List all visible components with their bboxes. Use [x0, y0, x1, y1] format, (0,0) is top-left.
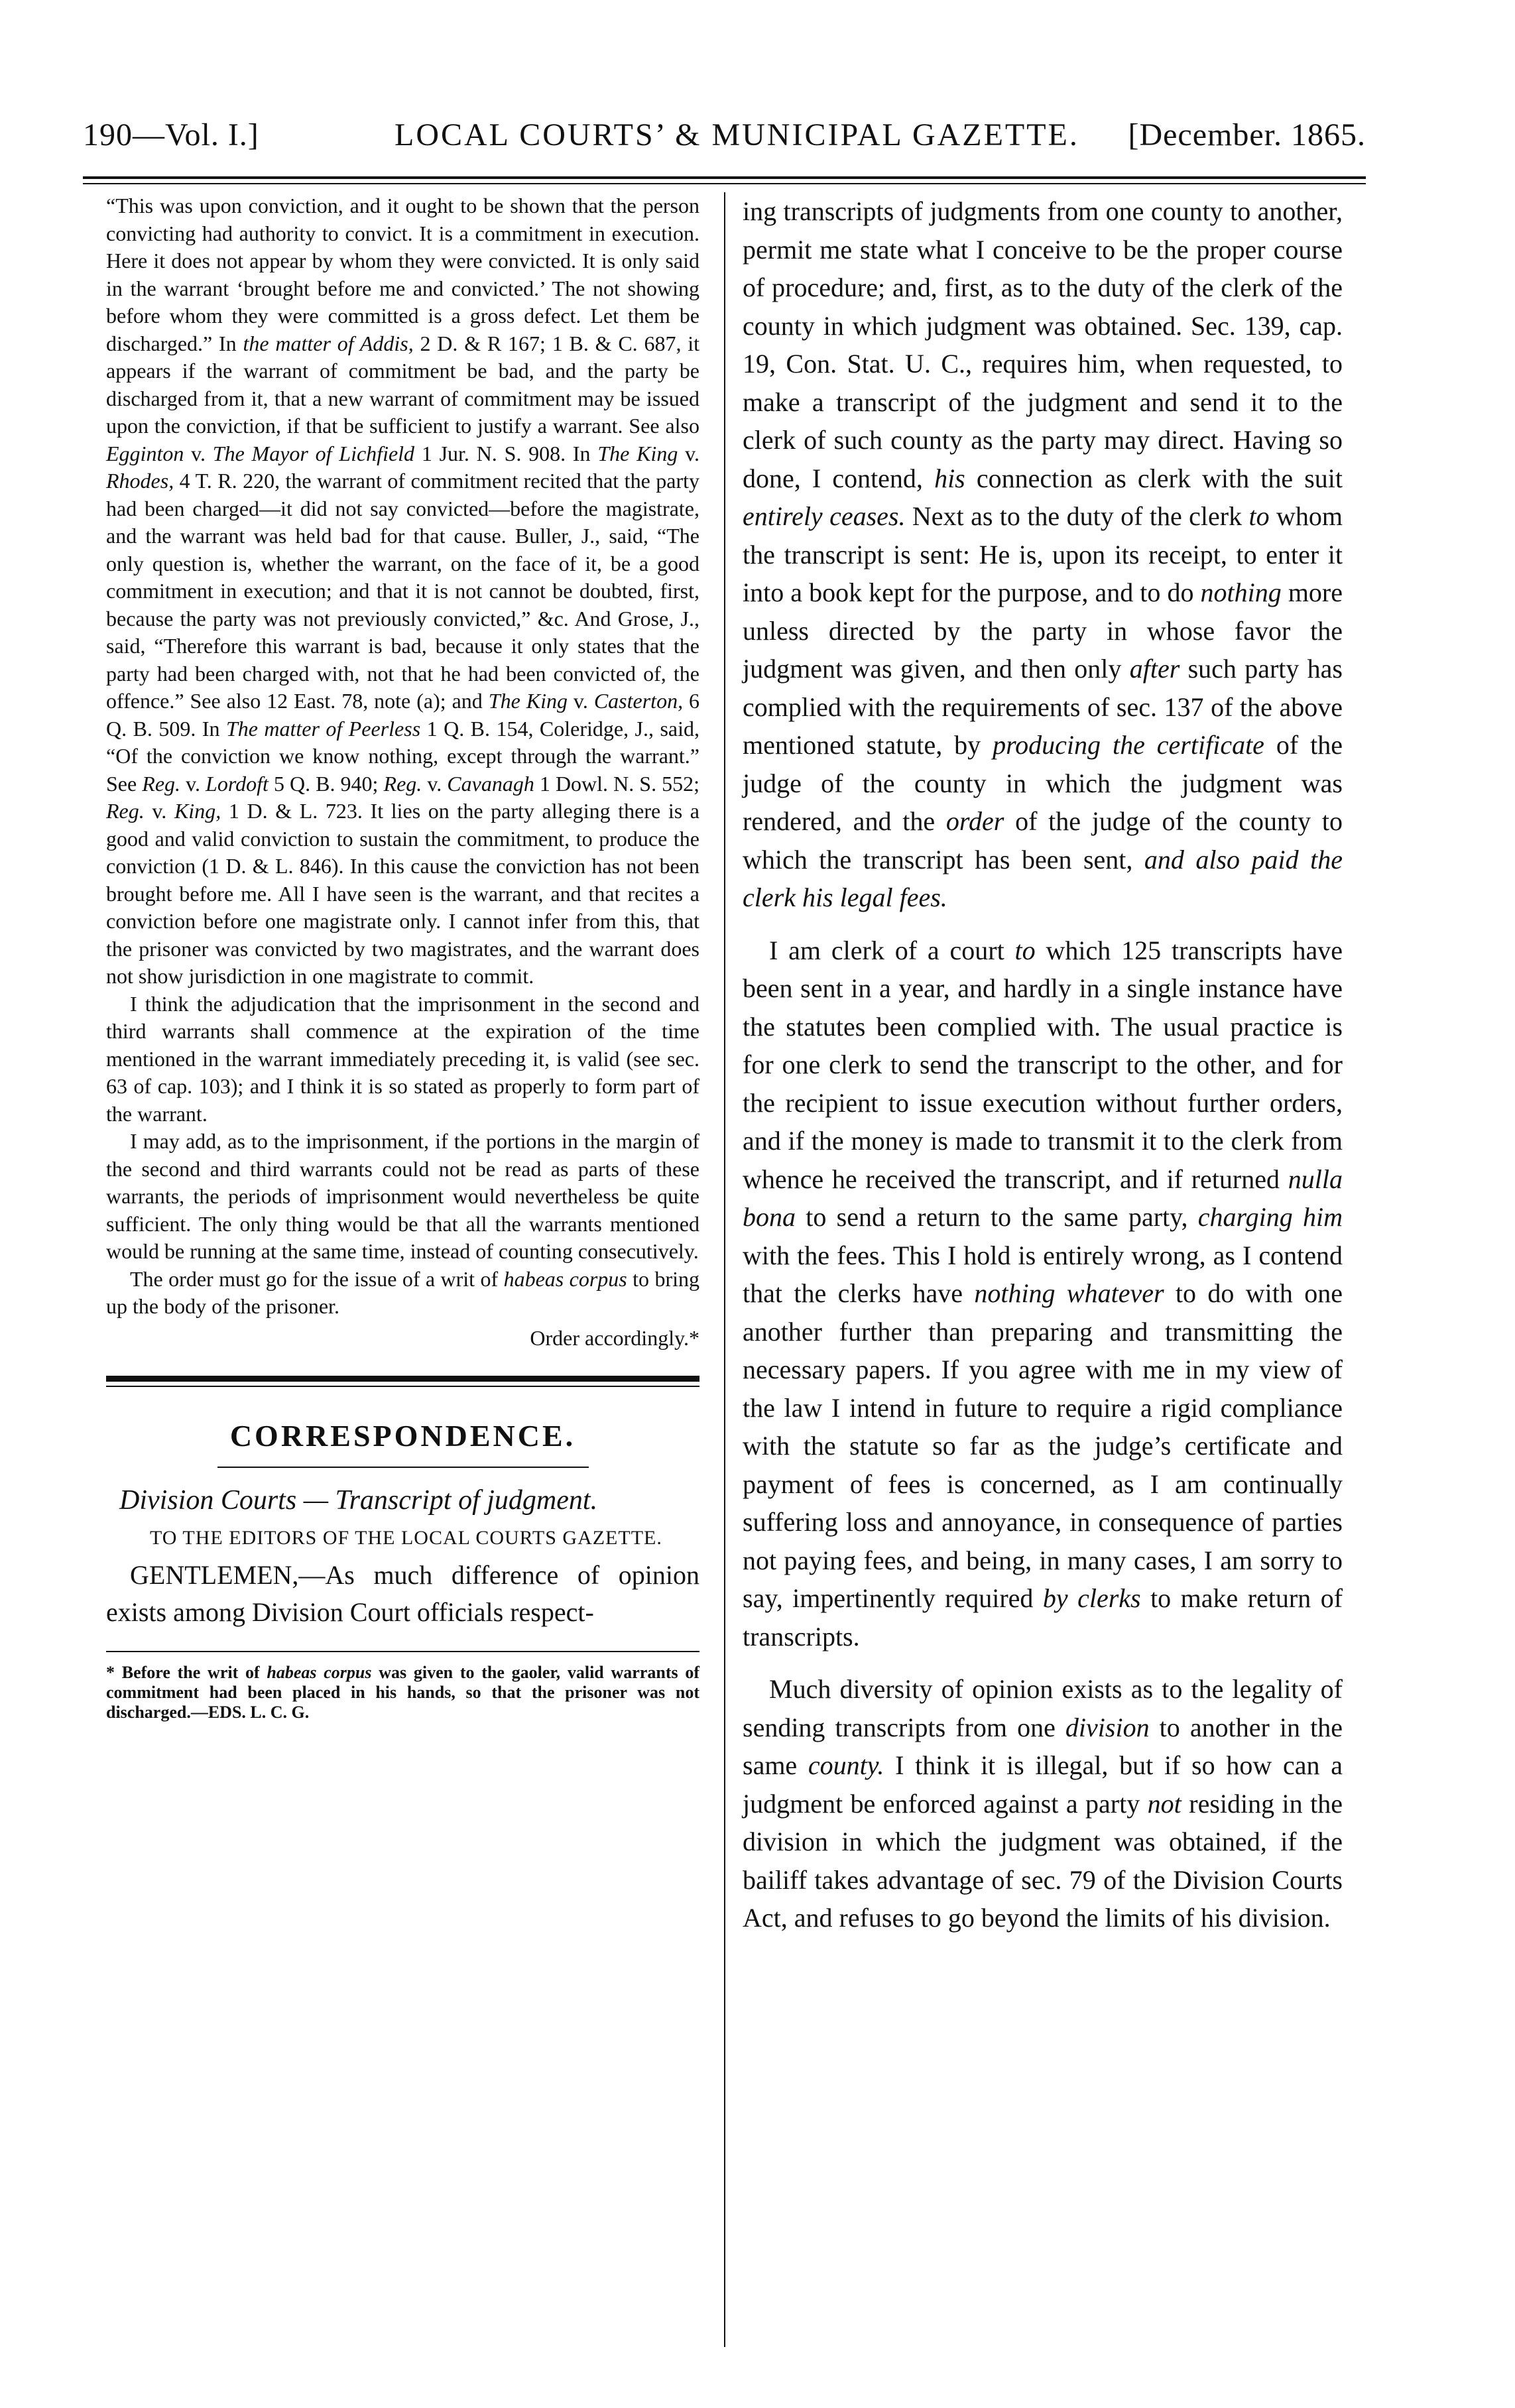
- letter-addressee: TO THE EDITORS OF THE LOCAL COURTS GAZETTE.: [150, 1527, 662, 1549]
- section-separator: [106, 1376, 699, 1387]
- letter-opening: GENTLEMEN,—As much difference of opinion exists among Division Court officials respect-: [106, 1560, 699, 1627]
- right-column: [743, 192, 1343, 1937]
- page-number: 190—Vol. I.]: [83, 117, 259, 152]
- judgment-paragraph-3: I may add, as to the imprisonment, if the portions in the margin of the second and third warrants could not be read as parts of these warrants, the periods of imprisonment would nevertheless be quite sufficient. The only thing would be that all the warrants mentioned would be running at the same time, instead of counting consecutively.: [106, 1129, 699, 1263]
- judgment-paragraph-1: “This was upon conviction, and it ought to be shown that the person convicting had authority to convict. It is a commitment in execution. Here it does not appear by whom they were convicted. It is only said in the warrant ‘brought before me and convicted.’ The not showing before whom they were committed is a gross defect. Let them be discharged.” In the matter of Addis, 2 D. & R 167; 1 B. & C. 687, it appears if the warrant of commitment be bad, and the party be discharged from it, that a new warrant of commitment may be issued upon the conviction, if that be sufficient to justify a warrant. See also Egginton v. The Mayor of Lichfield 1 Jur. N. S. 908. In The King v. Rhodes, 4 T. R. 220, the warrant of commitment recited that the party had been charged—it did not say convicted—before the magistrate, and the warrant was held bad for that cause. Buller, J., said, “The only question is, whether the warrant, on the face of it, be a good commitment in execution; and that it is not cannot be doubted, first, because the party was not previously convicted,” &c. And Grose, J., said, “Therefore this warrant is bad, because it only states that the party had been charged with, not that he had been convicted of, the offence.” See also 12 East. 78, note (a); and The King v. Casterton, 6 Q. B. 509. In The matter of Peerless 1 Q. B. 154, Coleridge, J., said, “Of the conviction we know nothing, except through the warrant.” See Reg. v. Lordoft 5 Q. B. 940; Reg. v. Cavanagh 1 Dowl. N. S. 552; Reg. v. King, 1 D. & L. 723. It lies on the party alleging there is a good and valid conviction to sustain the commitment, to produce the conviction (1 D. & L. 846). In this cause the conviction has not been brought before me. All I have seen is the warrant, and that recites a conviction before one magistrate only. I cannot infer from this, that the prisoner was convicted by two magistrates, and the warrant does not show jurisdiction in one magistrate to commit.: [106, 194, 700, 988]
- letter-paragraph-3: Much diversity of opinion exists as to the legality of sending transcripts from one division to another in the same county. I think it is illegal, but if so how can a judgment be enforced against a party not residing in the division in which the judgment was obtained, if the bailiff takes advantage of sec. 79 of the Division Courts Act, and refuses to go beyond the limits of his division.: [743, 1674, 1343, 1933]
- header-rule-thick: [83, 176, 1366, 179]
- letter-paragraph-2: I am clerk of a court to which 125 transcripts have been sent in a year, and hardly in a single instance have the statutes been complied with. The usual practice is for one clerk to send the transcript to the other, and for the recipient to issue execution without further orders, and if the money is made to transmit it to the clerk from whence he received the transcript, and if returned nulla bona to send a return to the same party, charging him with the fees. This I hold is entirely wrong, as I contend that the clerks have nothing whatever to do with one another further than preparing and transmitting the necessary papers. If you agree with me in my view of the law I intend in future to require a rigid compliance with the statute so far as the judge’s certificate and payment of fees is concerned, as I am continually suffering loss and annoyance, in consequence of parties not paying fees, and being, in many cases, I am sorry to say, impertinently required by clerks to make return of transcripts.: [743, 935, 1343, 1652]
- column-divider: [724, 192, 725, 2347]
- section-title: CORRESPONDENCE.: [229, 1419, 576, 1453]
- judgment-paragraph-4: The order must go for the issue of a writ of habeas corpus to bring up the body of the prisoner.: [106, 1266, 700, 1318]
- letter-paragraph-1: ing transcripts of judgments from one county to another, permit me state what I conceive to be the proper course of procedure; and, first, as to the duty of the clerk of the county in which judgment was obtained. Sec. 139, cap. 19, Con. Stat. U. C., requires him, when requested, to make a transcript of the judgment and send it to the clerk of such county as the party may direct. Having so done, I contend, his connection as clerk with the suit entirely ceases. Next as to the duty of the clerk to whom the transcript is sent: He is, upon its receipt, to enter it into a book kept for the purpose, and to do nothing more unless directed by the party in whose favor the judgment was given, and then only after such party has complied with the requirements of sec. 137 of the above mentioned statute, by producing the certificate of the judge of the county in which the judgment was rendered, and the order of the judge of the county to which the transcript has been sent, and also paid the clerk his legal fees.: [743, 196, 1343, 912]
- issue-date: [December. 1865.: [1128, 117, 1366, 152]
- footnote-rule: [106, 1651, 699, 1652]
- header-rule-thin: [83, 183, 1366, 184]
- footnote: * Before the writ of habeas corpus was given to the gaoler, valid warrants of commitment had been placed in his hands, so that the prisoner was not discharged.—EDS. L. C. G.: [106, 1663, 699, 1722]
- publication-title: LOCAL COURTS’ & MUNICIPAL GAZETTE.: [394, 117, 1079, 152]
- running-header: [83, 117, 1366, 163]
- section-title-rule: [217, 1467, 589, 1468]
- judgment-paragraph-2: I think the adjudication that the imprisonment in the second and third warrants shall commence at the expiration of the time mentioned in the warrant immediately preceding it, is valid (see sec. 63 of cap. 103); and I think it is so stated as properly to form part of the warrant.: [106, 991, 699, 1126]
- order-line: Order accordingly.*: [530, 1325, 699, 1350]
- letter-subject: Division Courts — Transcript of judgment.: [119, 1485, 598, 1516]
- left-column: [106, 192, 699, 1722]
